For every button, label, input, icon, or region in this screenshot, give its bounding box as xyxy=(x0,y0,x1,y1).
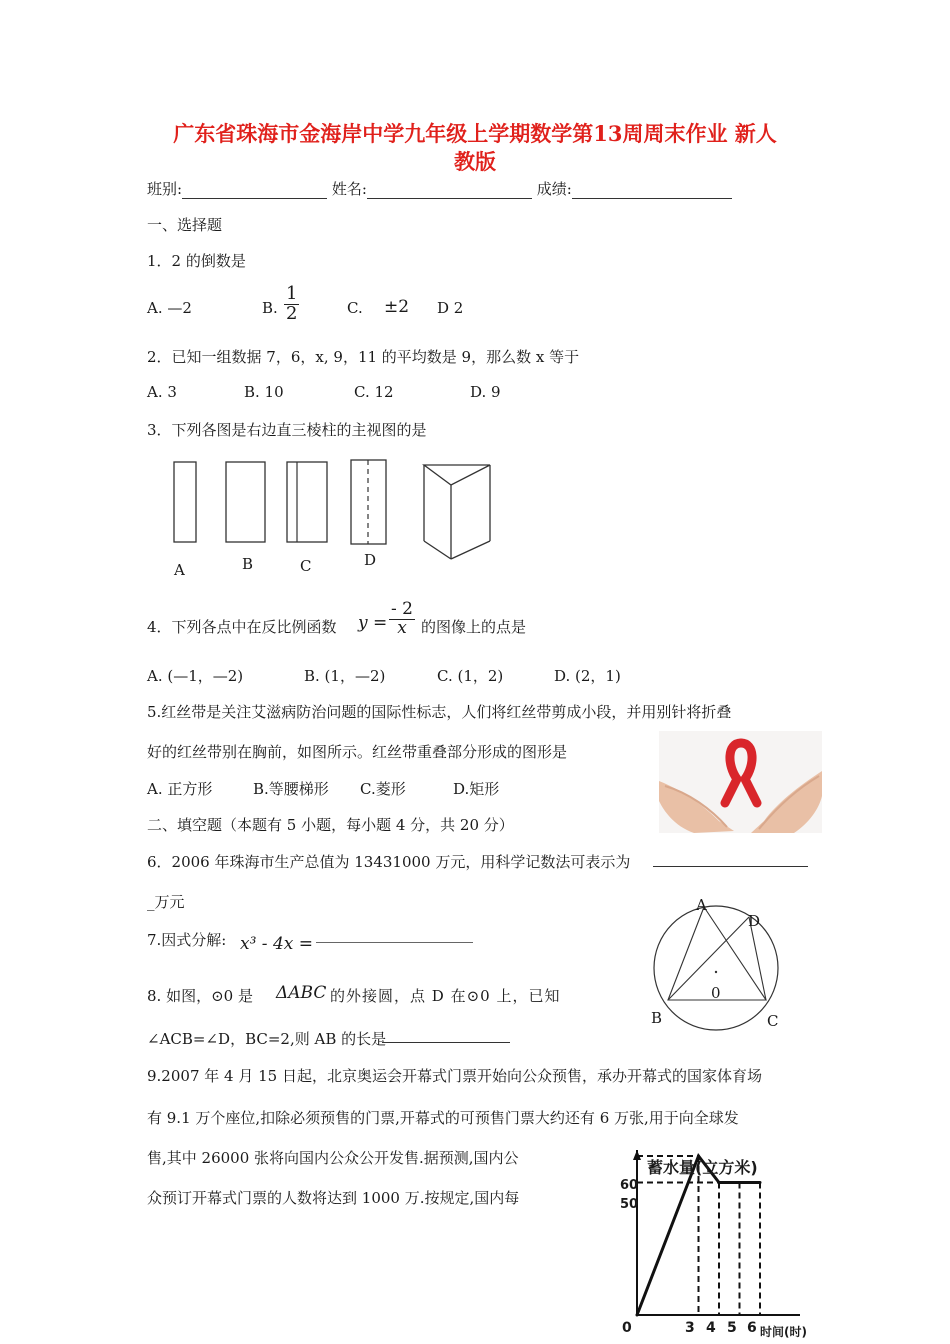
graph-xtick-5: 5 xyxy=(727,1320,737,1336)
q5-option-b: B.等腰梯形 xyxy=(253,780,329,798)
ribbon-icon xyxy=(725,743,757,803)
q8-line1-post: 的外接圆，点 D 在⊙0 上，已知 xyxy=(330,987,561,1005)
q4-option-c: C. (1，2) xyxy=(437,667,504,685)
q4-stem-pre: 4．下列各点中在反比例函数 xyxy=(147,618,337,636)
q2-option-c: C. 12 xyxy=(354,383,394,401)
q9-line2: 有 9.1 万个座位,扣除必须预售的门票,开幕式的可预售门票大约还有 6 万张,用于向全球发 xyxy=(147,1109,739,1127)
view-a-shape xyxy=(174,462,196,542)
q1-option-b-fraction xyxy=(284,285,299,324)
fraction-numerator: 1 xyxy=(286,283,298,304)
q5-option-d: D.矩形 xyxy=(453,780,500,798)
q3-stem: 3．下列各图是右边直三棱柱的主视图的是 xyxy=(147,421,427,439)
q9-line1: 9.2007 年 4 月 15 日起，北京奥运会开幕式门票开始向公众预售，承办开幕式的国家体育场 xyxy=(147,1067,762,1085)
q1-option-d: D 2 xyxy=(437,299,464,317)
graph-y-label: 蓄水量(立方米) xyxy=(647,1158,758,1177)
q1-option-c-value: ±2 xyxy=(384,297,410,317)
name-label: 姓名: xyxy=(331,180,367,198)
q1-option-b-label: B. xyxy=(262,299,278,317)
q8-triangle: ΔABC xyxy=(276,983,327,1003)
q1-option-a: A. —2 xyxy=(147,299,192,317)
score-blank[interactable] xyxy=(572,184,732,199)
q2-option-a: A. 3 xyxy=(147,383,177,401)
q1-stem: 1．2 的倒数是 xyxy=(147,252,246,270)
data-point-0 xyxy=(636,1314,639,1317)
graph-xtick-3: 3 xyxy=(685,1320,695,1336)
q1-option-c-label: C. xyxy=(347,299,363,317)
label-b: B xyxy=(651,1009,663,1027)
view-b-shape xyxy=(226,462,265,542)
q7-stem: 7.因式分解: xyxy=(147,931,227,949)
graph-xtick-6: 6 xyxy=(747,1320,757,1336)
center-dot xyxy=(715,971,717,973)
q5-option-a: A. 正方形 xyxy=(147,780,213,798)
score-label: 成绩: xyxy=(536,180,572,198)
q4-stem-post: 的图像上的点是 xyxy=(421,618,527,636)
q4-option-a: A. (—1，—2) xyxy=(147,667,244,685)
graph-ytick-50: 50 xyxy=(620,1197,639,1212)
view-c-shape xyxy=(287,462,327,542)
q9-line4: 众预订开幕式门票的人数将达到 1000 万.按规定,国内每 xyxy=(147,1189,520,1207)
q2-stem: 2．已知一组数据 7，6，x, 9，11 的平均数是 9，那么数 x 等于 xyxy=(147,348,580,366)
label-a: A xyxy=(696,896,707,914)
class-blank[interactable] xyxy=(182,184,327,199)
graph-x-label: 时间(时) xyxy=(760,1325,807,1339)
label-c: C xyxy=(767,1012,779,1030)
graph-xtick-4: 4 xyxy=(706,1320,716,1336)
q4-function-y xyxy=(358,613,387,633)
function-numerator: - 2 xyxy=(391,599,413,619)
q6-line1: 6．2006 年珠海市生产总值为 13431000 万元，用科学记数法可表示为 xyxy=(147,853,631,871)
q3-label-a: A xyxy=(174,561,185,579)
triangular-prism xyxy=(424,465,490,559)
function-denominator: x xyxy=(397,617,407,638)
q4-option-b: B. (1，—2) xyxy=(304,667,386,685)
name-blank[interactable] xyxy=(367,184,532,199)
graph-ytick-60: 60 xyxy=(620,1178,639,1193)
q2-option-b: B. 10 xyxy=(244,383,284,401)
q4-function-fraction xyxy=(389,601,415,638)
function-y: y = xyxy=(358,613,388,633)
doc-title-line1: 广东省珠海市金海岸中学九年级上学期数学第13周周末作业 新人 xyxy=(173,121,777,146)
q3-label-c: C xyxy=(300,557,312,575)
q7-answer-blank[interactable] xyxy=(316,930,473,943)
q8-answer-blank[interactable] xyxy=(382,1030,510,1043)
section-choice: 一、选择题 xyxy=(147,216,223,234)
graph-origin: 0 xyxy=(622,1320,632,1336)
q5-line1: 5.红丝带是关注艾滋病防治问题的国际性标志，人们将红丝带剪成小段，并用别针将折叠 xyxy=(147,703,732,721)
q4-option-d: D. (2，1) xyxy=(554,667,621,685)
doc-title-line2: 教版 xyxy=(454,149,496,174)
class-label: 班别: xyxy=(147,180,183,198)
data-point-2 xyxy=(718,1181,721,1184)
q5-option-c: C.菱形 xyxy=(360,780,406,798)
info-line xyxy=(147,178,732,199)
fraction-denominator: 2 xyxy=(286,302,298,324)
q6-answer-blank[interactable] xyxy=(653,852,808,867)
q3-label-b: B xyxy=(242,555,254,573)
label-o: 0 xyxy=(711,984,721,1002)
label-d: D xyxy=(748,912,761,930)
red-ribbon-hands-image xyxy=(659,731,822,833)
prism-views-figure xyxy=(160,455,500,575)
q6-line2: _万元 xyxy=(147,893,185,911)
q8-line2: ∠ACB=∠D，BC=2,则 AB 的长是 xyxy=(147,1030,387,1048)
q7-expression: x³ - 4x = xyxy=(240,934,314,954)
section-fill: 二、填空题（本题有 5 小题，每小题 4 分，共 20 分） xyxy=(147,816,514,834)
q8-line1-pre: 8. 如图，⊙0 是 xyxy=(147,987,253,1005)
data-point-3 xyxy=(759,1181,762,1184)
q5-line2: 好的红丝带别在胸前，如图所示。红丝带重叠部分形成的图形是 xyxy=(147,743,568,761)
q3-label-d: D xyxy=(364,551,377,569)
q9-line3: 售,其中 26000 张将向国内公众公开发售.据预测,国内公 xyxy=(147,1149,519,1167)
q2-option-d: D. 9 xyxy=(470,383,501,401)
